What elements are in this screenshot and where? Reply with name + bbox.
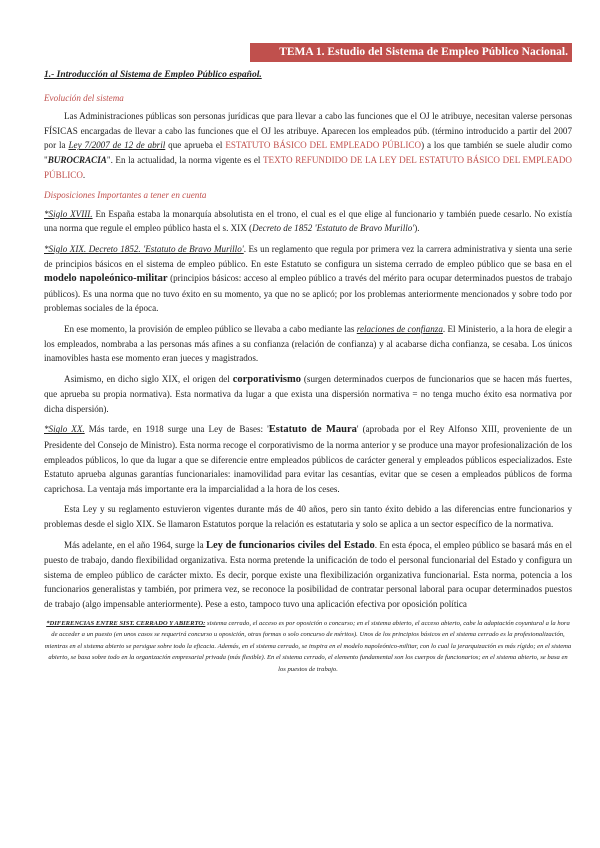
text-run: En España estaba la monarquía absolutista en el trono, el cual es el que elige al funcionario y también puede cesarlo. No existía una norma que regule el empleo público hasta el s. XIX ( <box>44 208 573 234</box>
highlight-ebep: ESTATUTO BÁSICO DEL EMPLEADO PÚBLICO <box>225 140 422 151</box>
text-run: Decreto de 1852 'Estatuto de Bravo Murillo' <box>252 223 415 234</box>
paragraph-siglo-xviii <box>44 207 572 236</box>
paragraph-1964 <box>44 538 572 612</box>
text-run: . El Ministerio, a la hora de elegir a los empleados, nombraba a las personas más afines a su confianza (relación de confianza) y al acabarse dicha confianza, se cesaba. Los únicos inamovibles hasta ese momento eran jueces y magistrados. <box>44 323 572 364</box>
text-run: Más tarde, en 1918 surge una Ley de Bases: ' <box>84 424 269 435</box>
footnote-heading: *DIFERENCIAS ENTRE SIST. CERRADO Y ABIERTO: <box>46 619 206 627</box>
text-run: . En esta época, el empleo público se basará más en el puesto de trabajo, dando flexibilidad organizativa. Esta norma pretende la unificación de todo el personal funcionarial del Estado y configura un sistema de empleo público de carácter mixto. Es decir, porque existe una flexibilización organizativa funcionarial. Esta norma, potencia a los funcionarios generalistas y también, por primera vez, se reconoce la posibilidad de contratar personal laboral para ocupar determinados puestos de trabajo (algo impensable anteriormente). Pese a esto, tampoco tuvo una aplicación efectiva por oposición política <box>44 539 572 609</box>
label-siglo-xx: *Siglo XX. <box>44 424 85 435</box>
chapter-title: TEMA 1. Estudio del Sistema de Empleo Público Nacional. <box>250 43 572 62</box>
document-body <box>44 68 572 675</box>
text-run: ". En la actualidad, la norma vigente es el <box>106 154 263 165</box>
paragraph-vigencia: Esta Ley y su reglamento estuvieron vigentes durante más de 40 años, pero sin tanto éxito debido a las diferencias entre funcionarios y problemas desde el siglo XIX. Se llamaron Estatutos porque la relación es estatutaria y solo se aplica a un sector específico de la normativa. <box>44 504 572 530</box>
text-run: (surgen determinados cuerpos de funcionarios que se hacen más fuertes, que aprueba su propia normativa). Esta normativa da lugar a que exista una dispersión normativa = no tenga mucho éxito esa normativa por dicha dispersión). <box>44 373 572 414</box>
section-heading: 1.- Introducción al Sistema de Empleo Público español. <box>44 70 262 80</box>
term-corporativismo: corporativismo <box>232 373 301 385</box>
footnote <box>44 618 572 676</box>
text-run: . Es un reglamento que regula por primera vez la carrera administrativa y sienta una serie de principios básicos en el sistema de empleo público. En este Estatuto se configura un sistema cerrado de empleo público que se basa en el <box>44 243 572 269</box>
subheading-evolucion: Evolución del sistema <box>44 92 124 103</box>
paragraph-siglo-xix <box>44 242 572 316</box>
term-burocracia: BUROCRACIA <box>47 154 107 165</box>
paragraph-corporativismo <box>44 372 572 417</box>
highlight-trebep: TEXTO REFUNDIDO DE LA LEY DEL ESTATUTO BÁSICO DEL EMPLEADO PÚBLICO <box>44 154 572 180</box>
term-ley-funcionarios: Ley de funcionarios civiles del Estado <box>206 539 375 551</box>
paragraph-siglo-xx <box>44 422 572 496</box>
term-maura: Estatuto de Maura <box>268 424 357 436</box>
label-siglo-xviii: *Siglo XVIII. <box>44 208 93 219</box>
subheading-disposiciones: Disposiciones Importantes a tener en cuenta <box>44 190 207 201</box>
text-run: . <box>82 169 86 180</box>
paragraph-intro <box>44 109 572 182</box>
text-run: ' (aprobada por el Rey Alfonso XIII, proveniente de un Presidente del Consejo de Ministro). Esta norma recoge el corporativismo de la norma anterior y se produce una mayor profesionalización de los empleados públicos, lo que da lugar a que se diferencie entre empleados públicos de carácter general y empleados públicos especializados. Este Estatuto aprueba algunas garantías funcionariales: inamovilidad para evitar las cesantías, evitar que se cesen a empleados públicos de forma caprichosa. La ventaja más importante era la imparcialidad a la hora de los ceses. <box>44 424 572 494</box>
text-run: que aprueba el <box>165 140 226 151</box>
text-run: Más adelante, en el año 1964, surge la <box>64 539 206 550</box>
text-run: ) a los que también se suele aludir como " <box>44 140 572 165</box>
paragraph-confianza <box>44 322 572 366</box>
text-run: (principios básicos: acceso al empleo público a través del mérito para ocupar determinados puestos de trabajo públicos). Es una norma que no tuvo éxito en su momento, ya que no se aplicó; por los problemas anteriormente mencionados y sobre todo por problemas sociales de la época. <box>44 273 572 314</box>
label-siglo-xix: *Siglo XIX. Decreto 1852. 'Estatuto de Bravo Murillo' <box>44 243 244 254</box>
footnote-body: sistema cerrado, el acceso es por oposición o concurso; en el sistema abierto, el acceso abierto, cabe la adaptación coyuntural a la hora de acceder a un puesto (en unos casos se requerirá concurso u oposición, otras formas o solo concurso de méritos). Unos de los principios básicos en el sistema cerrado es la profesionalización, mientras en el sistema abierto se persigue sobre todo la eficacia. Además, en el sistema cerrado, se inspira en el modelo napoleónico-militar, con lo cual la jerarquización es más rígido; en el sistema abierto, se basa sobre todo en la organización empresarial privada (más flexible). En el sistema cerrado, el elemento fundamental son los cuerpos de funcionarios; en el sistema abierto, se basa en los puestos de trabajo. <box>44 619 572 673</box>
text-run: Asimismo, en dicho siglo XIX, el origen del <box>64 373 233 384</box>
term-modelo: modelo napoleónico-militar <box>44 273 168 285</box>
text-run: Las Administraciones públicas son personas jurídicas que para llevar a cabo las funciones que el OJ le atribuye, necesitan valerse personas FÍSICAS encargadas de llevar a cabo las funciones que el OJ les atribuye. Aparecen los empleados púb. (término introducido a partir del 2007 por la <box>44 111 572 151</box>
law-link: Ley 7/2007 de 12 de abril <box>68 140 166 151</box>
term-confianza: relaciones de confianza <box>356 323 443 334</box>
text-run: ). <box>414 223 420 234</box>
text-run: En ese momento, la provisión de empleo público se llevaba a cabo mediante las <box>64 323 357 334</box>
